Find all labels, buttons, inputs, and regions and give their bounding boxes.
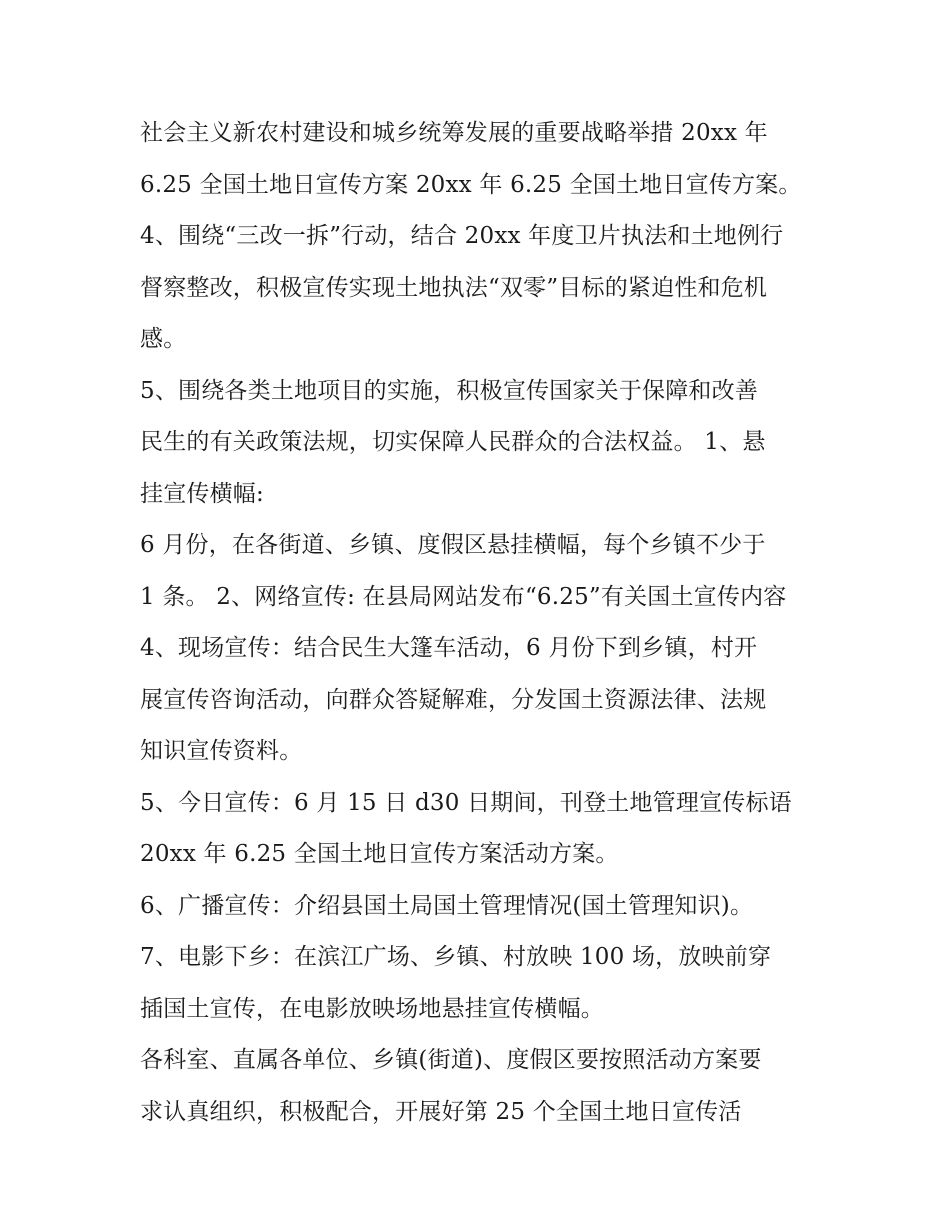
text-line: 展宣传咨询活动，向群众答疑解难，分发国土资源法律、法规 <box>140 686 767 713</box>
text-line: 5、今日宣传：6 月 15 日 d30 日期间，刊登土地管理宣传标语 <box>140 789 792 816</box>
text-line: 民生的有关政策法规，切实保障人民群众的合法权益。 1、悬 <box>140 429 766 455</box>
text-line: 4、现场宣传：结合民生大篷车活动，6 月份下到乡镇，村开 <box>140 635 758 661</box>
text-line: 7、电影下乡：在滨江广场、乡镇、村放映 100 场，放映前穿 <box>140 944 772 970</box>
text-line: 社会主义新农村建设和城乡统筹发展的重要战略举措 20xx 年 <box>140 120 768 146</box>
text-line: 感。 <box>140 326 187 352</box>
text-line: 1 条。 2、网络宣传: 在县局网站发布“6.25”有关国土宣传内容 <box>140 583 787 610</box>
text-line: 6 月份，在各街道、乡镇、度假区悬挂横幅，每个乡镇不少于 <box>140 532 766 558</box>
text-line: 6、广播宣传：介绍县国土局国土管理情况(国土管理知识)。 <box>140 892 754 919</box>
text-line: 督察整改，积极宣传实现土地执法“双零”目标的紧迫性和危机 <box>140 274 768 301</box>
text-line: 5、围绕各类土地项目的实施，积极宣传国家关于保障和改善 <box>140 377 759 404</box>
text-line: 20xx 年 6.25 全国土地日宣传方案活动方案。 <box>140 841 619 867</box>
text-line: 求认真组织，积极配合，开展好第 25 个全国土地日宣传活 <box>140 1098 742 1125</box>
text-line: 4、围绕“三改一拆”行动，结合 20xx 年度卫片执法和土地例行 <box>140 223 784 249</box>
text-line: 6.25 全国土地日宣传方案 20xx 年 6.25 全国土地日宣传方案。 <box>140 171 802 198</box>
text-line: 挂宣传横幅: <box>140 480 264 507</box>
document-body <box>140 108 830 1138</box>
text-line: 插国土宣传，在电影放映场地悬挂宣传横幅。 <box>140 995 604 1022</box>
text-line: 各科室、直属各单位、乡镇(街道)、度假区要按照活动方案要 <box>140 1047 762 1073</box>
text-line: 知识宣传资料。 <box>140 738 303 764</box>
